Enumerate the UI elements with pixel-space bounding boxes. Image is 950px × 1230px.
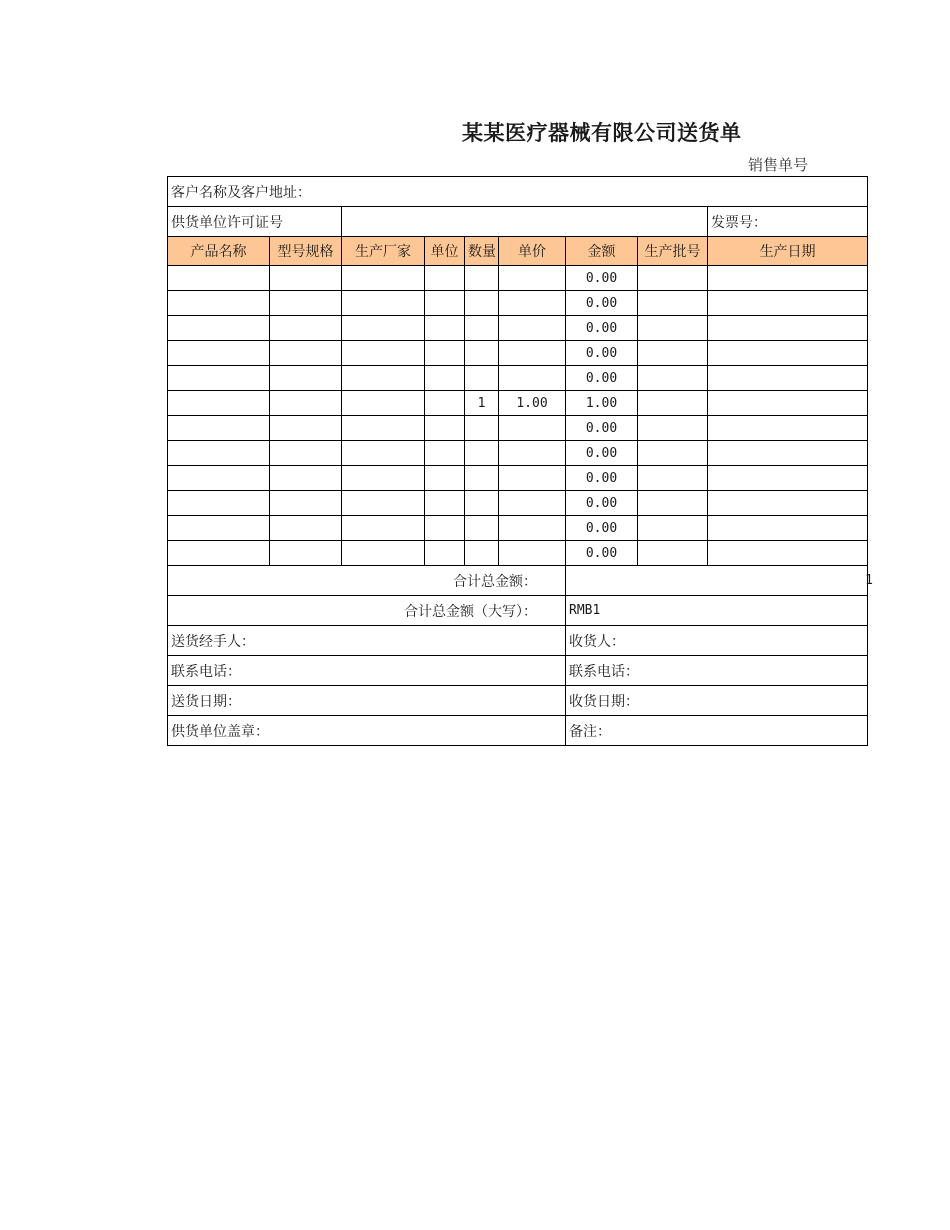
date-cell[interactable] <box>708 266 868 291</box>
table-row <box>168 541 868 566</box>
table-row <box>168 366 868 391</box>
maker-cell[interactable] <box>342 291 425 316</box>
total-value[interactable] <box>566 566 873 596</box>
spec-cell[interactable] <box>270 366 342 391</box>
unit-cell[interactable] <box>425 516 465 541</box>
unit-cell[interactable] <box>425 366 465 391</box>
unit-cell[interactable] <box>425 416 465 441</box>
spec-cell[interactable] <box>270 316 342 341</box>
date-cell[interactable] <box>708 341 868 366</box>
table-row <box>168 291 868 316</box>
unit-cell[interactable] <box>425 291 465 316</box>
table-row <box>168 416 868 441</box>
batch-cell[interactable] <box>638 516 708 541</box>
price-cell[interactable] <box>499 516 566 541</box>
batch-cell[interactable] <box>638 266 708 291</box>
price-cell[interactable] <box>499 266 566 291</box>
batch-cell[interactable] <box>638 416 708 441</box>
qty-cell[interactable] <box>465 516 499 541</box>
maker-cell[interactable] <box>342 441 425 466</box>
product-name-cell[interactable] <box>168 391 270 416</box>
maker-cell[interactable] <box>342 266 425 291</box>
amount-cell[interactable]: 0.00 <box>566 516 638 541</box>
price-cell[interactable] <box>499 291 566 316</box>
product-name-cell[interactable] <box>168 366 270 391</box>
qty-cell[interactable] <box>465 316 499 341</box>
batch-cell[interactable] <box>638 491 708 516</box>
spec-cell[interactable] <box>270 491 342 516</box>
product-name-cell[interactable] <box>168 291 270 316</box>
amount-cell[interactable]: 0.00 <box>566 416 638 441</box>
price-cell[interactable] <box>499 491 566 516</box>
spec-cell[interactable] <box>270 266 342 291</box>
total-value-text: 1 <box>865 573 873 588</box>
invoice-cell[interactable]: 发票号： <box>708 207 868 237</box>
price-cell[interactable] <box>499 416 566 441</box>
price-cell[interactable] <box>499 466 566 491</box>
price-cell[interactable] <box>499 341 566 366</box>
maker-cell[interactable] <box>342 391 425 416</box>
product-name-cell[interactable] <box>168 466 270 491</box>
product-name-cell[interactable] <box>168 341 270 366</box>
date-cell[interactable] <box>708 391 868 416</box>
col-header-qty: 数量 <box>465 237 499 266</box>
amount-cell[interactable]: 0.00 <box>566 441 638 466</box>
maker-cell[interactable] <box>342 541 425 566</box>
date-cell[interactable] <box>708 541 868 566</box>
qty-cell[interactable] <box>465 491 499 516</box>
table-row <box>168 391 868 416</box>
batch-cell[interactable] <box>638 391 708 416</box>
amount-cell[interactable]: 1.00 <box>566 391 638 416</box>
amount-cell[interactable]: 0.00 <box>566 316 638 341</box>
total-upper-label: 合计总金额（大写）： <box>168 596 566 626</box>
receiver-phone-cell[interactable]: 联系电话： <box>566 656 868 686</box>
amount-cell[interactable]: 0.00 <box>566 291 638 316</box>
product-name-cell[interactable] <box>168 266 270 291</box>
batch-cell[interactable] <box>638 316 708 341</box>
receive-date-cell[interactable]: 收货日期： <box>566 686 868 716</box>
col-header-price: 单价 <box>499 237 566 266</box>
date-cell[interactable] <box>708 316 868 341</box>
batch-cell[interactable] <box>638 441 708 466</box>
table-row <box>168 466 868 491</box>
qty-cell[interactable] <box>465 266 499 291</box>
maker-cell[interactable] <box>342 416 425 441</box>
amount-cell[interactable]: 0.00 <box>566 466 638 491</box>
unit-cell[interactable] <box>425 541 465 566</box>
send-date-cell[interactable]: 送货日期： <box>168 686 566 716</box>
remark-cell[interactable]: 备注： <box>566 716 868 746</box>
unit-cell[interactable] <box>425 491 465 516</box>
amount-cell[interactable]: 0.00 <box>566 366 638 391</box>
price-cell[interactable] <box>499 366 566 391</box>
date-cell[interactable] <box>708 291 868 316</box>
price-cell[interactable]: 1.00 <box>499 391 566 416</box>
product-name-cell[interactable] <box>168 541 270 566</box>
unit-cell[interactable] <box>425 341 465 366</box>
spec-cell[interactable] <box>270 466 342 491</box>
table-row <box>168 491 868 516</box>
spec-cell[interactable] <box>270 341 342 366</box>
date-cell[interactable] <box>708 441 868 466</box>
date-cell[interactable] <box>708 491 868 516</box>
col-header-spec: 型号规格 <box>270 237 342 266</box>
spec-cell[interactable] <box>270 541 342 566</box>
spec-cell[interactable] <box>270 416 342 441</box>
price-cell[interactable] <box>499 541 566 566</box>
delivery-note-table <box>167 176 873 746</box>
document-title: 某某医疗器械有限公司送货单 <box>462 120 742 145</box>
product-name-cell[interactable] <box>168 316 270 341</box>
product-name-cell[interactable] <box>168 516 270 541</box>
license-label-cell: 供货单位许可证号 <box>168 207 342 237</box>
product-name-cell[interactable] <box>168 441 270 466</box>
maker-cell[interactable] <box>342 516 425 541</box>
qty-cell[interactable] <box>465 291 499 316</box>
total-label: 合计总金额： <box>168 566 566 596</box>
product-name-cell[interactable] <box>168 416 270 441</box>
date-cell[interactable] <box>708 466 868 491</box>
table-row <box>168 316 868 341</box>
product-name-cell[interactable] <box>168 491 270 516</box>
qty-cell[interactable] <box>465 441 499 466</box>
sender-cell[interactable]: 送货经手人： <box>168 626 566 656</box>
amount-cell[interactable]: 0.00 <box>566 541 638 566</box>
license-value-cell[interactable] <box>342 207 708 237</box>
batch-cell[interactable] <box>638 341 708 366</box>
date-cell[interactable] <box>708 366 868 391</box>
spec-cell[interactable] <box>270 516 342 541</box>
date-cell[interactable] <box>708 516 868 541</box>
customer-cell[interactable]: 客户名称及客户地址： <box>168 177 868 207</box>
unit-cell[interactable] <box>425 391 465 416</box>
total-upper-value[interactable]: RMB1 <box>566 596 868 626</box>
amount-cell[interactable]: 0.00 <box>566 266 638 291</box>
qty-cell[interactable]: 1 <box>465 391 499 416</box>
maker-cell[interactable] <box>342 491 425 516</box>
batch-cell[interactable] <box>638 466 708 491</box>
amount-cell[interactable]: 0.00 <box>566 341 638 366</box>
amount-cell[interactable]: 0.00 <box>566 491 638 516</box>
col-header-amount: 金额 <box>566 237 638 266</box>
col-header-date: 生产日期 <box>708 237 868 266</box>
price-cell[interactable] <box>499 441 566 466</box>
qty-cell[interactable] <box>465 341 499 366</box>
table-row <box>168 441 868 466</box>
date-cell[interactable] <box>708 416 868 441</box>
batch-cell[interactable] <box>638 291 708 316</box>
unit-cell[interactable] <box>425 266 465 291</box>
qty-cell[interactable] <box>465 541 499 566</box>
spec-cell[interactable] <box>270 291 342 316</box>
order-number-label: 销售单号 <box>748 156 809 174</box>
table-row <box>168 341 868 366</box>
column-header-row <box>168 237 868 266</box>
batch-cell[interactable] <box>638 541 708 566</box>
maker-cell[interactable] <box>342 366 425 391</box>
qty-cell[interactable] <box>465 466 499 491</box>
col-header-name: 产品名称 <box>168 237 270 266</box>
receiver-cell[interactable]: 收货人： <box>566 626 868 656</box>
spec-cell[interactable] <box>270 441 342 466</box>
spec-cell[interactable] <box>270 391 342 416</box>
col-header-maker: 生产厂家 <box>342 237 425 266</box>
maker-cell[interactable] <box>342 341 425 366</box>
seal-cell[interactable]: 供货单位盖章： <box>168 716 566 746</box>
maker-cell[interactable] <box>342 316 425 341</box>
unit-cell[interactable] <box>425 316 465 341</box>
qty-cell[interactable] <box>465 416 499 441</box>
maker-cell[interactable] <box>342 466 425 491</box>
price-cell[interactable] <box>499 316 566 341</box>
sender-phone-cell[interactable]: 联系电话： <box>168 656 566 686</box>
table-row <box>168 266 868 291</box>
unit-cell[interactable] <box>425 441 465 466</box>
table-row <box>168 516 868 541</box>
col-header-batch: 生产批号 <box>638 237 708 266</box>
col-header-unit: 单位 <box>425 237 465 266</box>
unit-cell[interactable] <box>425 466 465 491</box>
batch-cell[interactable] <box>638 366 708 391</box>
qty-cell[interactable] <box>465 366 499 391</box>
